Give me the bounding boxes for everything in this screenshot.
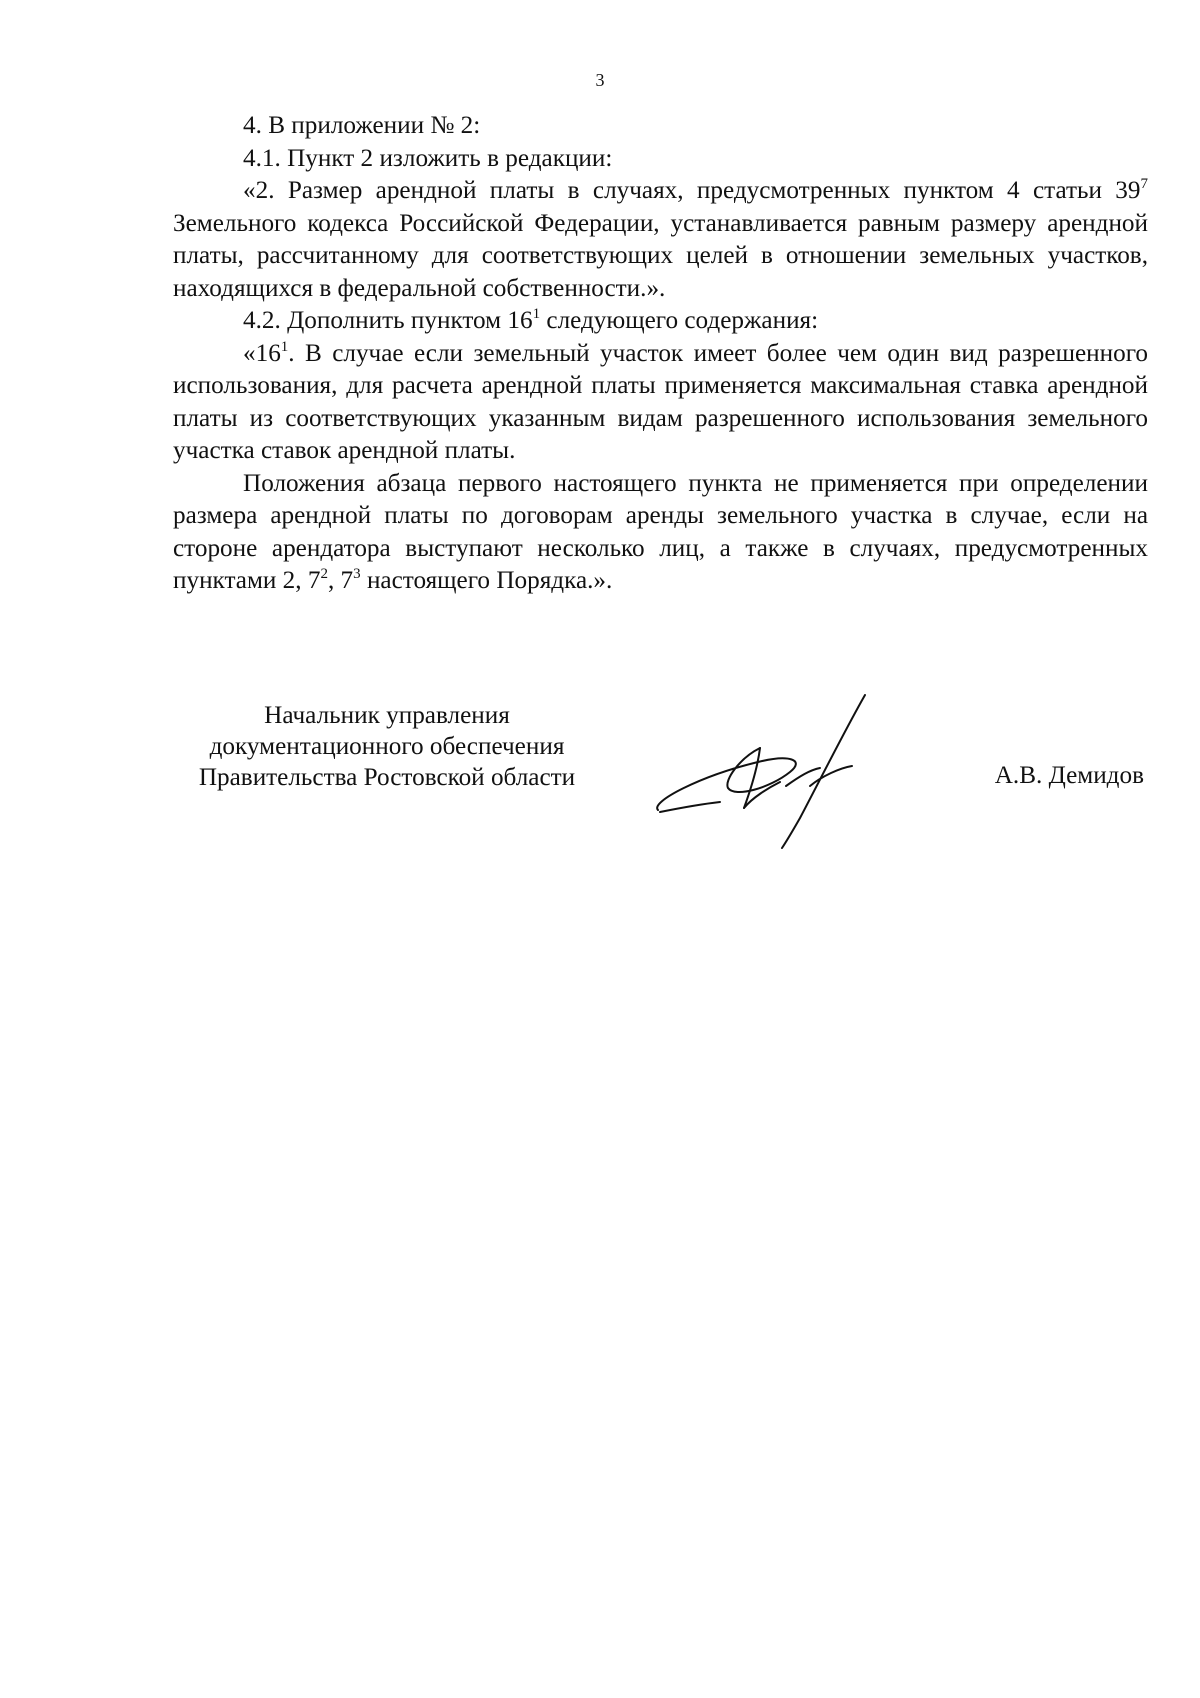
superscript: 3 [353, 566, 361, 582]
paragraph-provisions [173, 468, 1148, 598]
signatory-title-line: Правительства Ростовской области [198, 764, 576, 791]
paragraph-item-4: 4. В приложении № 2: [243, 112, 481, 139]
signatory-title-line: документационного обеспечения [209, 733, 565, 760]
signatory-title-line: Начальник управления [264, 702, 510, 729]
text-span: . В случае если земельный участок имеет более чем один вид разрешенного использования, для расчета арендной платы применяется максимальная ставка арендной платы из соответствующих указанным видам разрешенного использования земельного участка ставок арендной платы. [173, 339, 1148, 464]
text-span: , 7 [327, 567, 354, 594]
page-number: 3 [595, 70, 605, 90]
text-span: следующего содержания: [540, 307, 819, 334]
document-body [173, 110, 1148, 598]
handwritten-signature [640, 690, 940, 850]
superscript: 7 [1140, 176, 1148, 192]
text-span: 4.2. Дополнить пунктом 16 [243, 307, 533, 334]
paragraph-quote-item-2 [173, 175, 1148, 305]
text-span: Земельного кодекса Российской Федерации, устанавливается равным размеру арендной платы, рассчитанному для соответствующих целей в отношении земельных участков, находящихся в федеральной собственности.». [173, 209, 1148, 302]
paragraph-item-4-1: 4.1. Пункт 2 изложить в редакции: [243, 144, 613, 172]
superscript: 2 [320, 566, 328, 582]
text-span: настоящего Порядка.». [360, 567, 613, 594]
superscript: 1 [532, 306, 541, 322]
signatory-title [172, 700, 602, 793]
paragraph-quote-item-16-1 [173, 338, 1148, 468]
paragraph-item-4-2 [173, 305, 1148, 338]
text-span: «16 [243, 339, 281, 367]
superscript: 1 [280, 338, 289, 355]
text-span: «2. Размер арендной платы в случаях, предусмотренных пунктом 4 статьи 39 [243, 177, 1141, 204]
text-span: Положения абзаца первого настоящего пункта не применяется при определении размера арендной платы по договорам аренды земельного участка в случае, если на стороне арендатора выступают несколько лиц, а также в случаях, предусмотренных пунктами 2, 7 [173, 469, 1148, 594]
signer-name: А.В. Демидов [994, 762, 1144, 789]
